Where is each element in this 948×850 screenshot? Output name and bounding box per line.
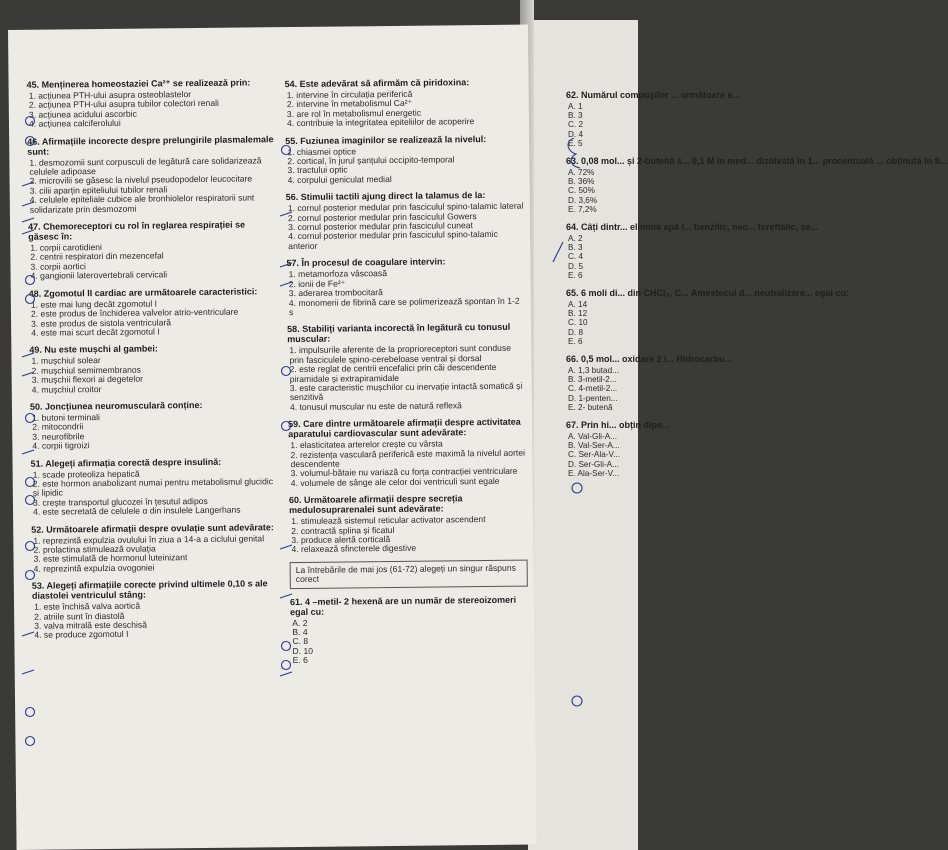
answer-option: 4. celulele epiteliale cubice ale bronhiolelor respiratorii sunt solidarizate prin desmozomi <box>29 192 255 215</box>
answer-option: E. Ala-Ser-V... <box>568 468 620 478</box>
question-block <box>566 222 819 280</box>
question-block <box>288 417 527 489</box>
answer-option: 4. relaxează sfincterele digestive <box>291 543 417 555</box>
question-title: 59. Care dintre următoarele afirmații despre activitatea aparatului cardiovascular sunt adevărate: <box>288 416 521 440</box>
answer-option: 2. contractă splina și ficatul <box>291 524 395 536</box>
answer-option: 1. chiasmei optice <box>287 145 357 157</box>
answer-option: B. 3-metil-2... <box>568 375 617 385</box>
answer-option: A. 1,3 butad... <box>568 366 619 376</box>
question-title: 67. Prin hi... obțin dipe... <box>566 420 670 431</box>
answer-option: 1. intervine în circulația periferică <box>286 88 413 101</box>
answer-option: 4. mușchiul croitor <box>31 383 102 395</box>
question-title: 55. Fuziunea imaginilor se realizează la nivelul: <box>285 133 487 146</box>
question-block <box>285 77 524 129</box>
question-title: 49. Nu este mușchi al gambei: <box>29 343 158 356</box>
answer-option: 2. mușchiul semimembranos <box>31 364 141 376</box>
answer-option: D. 4 <box>568 129 584 139</box>
question-block <box>27 134 278 215</box>
answer-option: 3. acțiunea acidului ascorbic <box>28 108 137 120</box>
answer-option: B. 36% <box>568 177 595 187</box>
answer-option: 1. cornul posterior medular prin fasciculul spino-talamic lateral <box>287 200 524 214</box>
answer-option: C. 4 <box>568 252 584 262</box>
answer-option: D. 1-penten... <box>568 393 618 403</box>
answer-option: 2. este reglat de centrii encefalici prin căi descendente piramidale și extrapiramidale <box>289 362 497 384</box>
question-title: 50. Joncțiunea neuromusculară conține: <box>29 399 203 412</box>
answer-option: 2. este produs de închiderea valvelor atrio-ventriculare <box>30 306 239 319</box>
answer-option: 4. corpii tigroizi <box>32 440 90 451</box>
question-block <box>287 322 526 412</box>
answer-option: 1. este mai lung decât zgomotul I <box>30 298 158 310</box>
column-middle <box>285 77 529 673</box>
answer-option: 3. volumul-bătaie nu variază cu forța contracției ventriculare <box>290 466 518 479</box>
answer-option: 1. reprezintă expulzia ovulului în ziua a 14-a a ciclului genital <box>33 532 265 546</box>
question-title: 65. 6 moli di... din CHCl₃, C... Amestecul d... neutralizare... egal cu: <box>566 288 849 299</box>
answer-option: 1. metamorfoza vâscoasă <box>288 268 388 280</box>
answer-option: A. 2 <box>568 234 583 244</box>
answer-option: C. 10 <box>568 318 588 328</box>
question-title: 52. Următoarele afirmații despre ovulație sunt adevărate: <box>31 521 274 535</box>
answer-option: 3. corpii aortici <box>30 261 86 272</box>
answer-option: 2. este hormon anabolizant numai pentru metabolismul glucidic și lipidic <box>32 476 274 499</box>
answer-option: C. 2 <box>568 120 584 130</box>
answer-option: 2. mitocondrii <box>32 421 84 433</box>
question-61 <box>290 594 529 666</box>
answer-option: 4. se produce zgomotul I <box>34 629 129 641</box>
question-title: 48. Zgomotul II cardiac are următoarele caracteristici: <box>28 286 258 299</box>
answer-option: 4. este secretată de celulele α din insulele Langerhans <box>32 504 241 517</box>
instruction-box: La întrebările de mai jos (61-72) alegeți un singur răspuns corect <box>290 559 528 588</box>
answer-option: 3. cornul posterior medular prin fasciculul cuneat <box>288 220 473 233</box>
answer-option: 3. tractului optic <box>287 164 348 176</box>
answer-option: B. Val-Ser-A... <box>568 441 620 451</box>
answer-option: C. 50% <box>568 186 595 196</box>
question-title: 63. 0,08 mol... și 2-butenă s... 0,1 M în med... dizolvată în 1... procentuală ... obținută în fi... <box>566 156 948 167</box>
question-title: 61. 4 –metil- 2 hexenă are un număr de stereoizomeri egal cu: <box>289 594 517 617</box>
question-title: 51. Alegeți afirmația corectă despre insulină: <box>30 456 222 469</box>
answer-option: 1. stimulează sistemul reticular activator ascendent <box>291 514 486 527</box>
answer-option: 2. centrii respiratori din mezencefal <box>30 250 164 263</box>
answer-option: 2. cornul posterior medular prin fasciculul Gowers <box>287 210 477 223</box>
question-block <box>285 133 524 185</box>
question-block <box>29 286 280 338</box>
question-title: 54. Este adevărat să afirmăm că piridoxina: <box>284 77 470 90</box>
answer-option: 1. desmozomii sunt corpusculi de legătură care solidarizează celulele adipoase <box>29 154 262 177</box>
question-title: 60. Următoarele afirmații despre secreția medulosuprarenalei sunt adevărate: <box>288 493 463 516</box>
answer-option: 3. valva mitrală este deschisă <box>34 619 148 631</box>
answer-option: 3. produce alertă corticală <box>291 534 391 546</box>
answer-option: 2. intervine în metabolismul Ca²⁺ <box>286 98 413 110</box>
answer-option: 4. corpului geniculat medial <box>287 173 392 185</box>
answer-option: 2. ionii de Fe²⁺ <box>288 278 346 289</box>
answer-option: E. 5 <box>568 138 583 148</box>
question-block <box>286 190 525 252</box>
answer-option: A. Val-Gli-A... <box>568 432 617 442</box>
column-right-cropped <box>566 90 948 486</box>
question-title: 53. Alegeți afirmațiile corecte privind ultimele 0,10 s ale diastolei ventriculul stâng: <box>31 578 268 601</box>
question-title: 64. Câți dintr... elimina apă î... benzilic, neo... tereftalic, se... <box>566 222 819 233</box>
question-block <box>31 522 282 574</box>
answer-option: B. 4 <box>292 626 308 638</box>
answer-option: A. 1 <box>568 102 583 111</box>
answer-option: 1. elasticitatea arterelor crește cu vârsta <box>290 438 443 451</box>
answer-option: 2. cortical, în jurul șanțului occipito-temporal <box>287 154 455 167</box>
answer-option: A. 2 <box>292 617 308 628</box>
answer-option: 1. scade proteoliza hepatică <box>32 468 140 480</box>
answer-option: 2. acțiunea PTH-ului asupra tubilor colectori renali <box>28 98 219 111</box>
answer-option: C. 8 <box>292 636 309 647</box>
answer-option: 4. cornul posterior medular prin fasciculul spino-talamic anterior <box>288 229 498 251</box>
answer-option: 4. acțiunea calciferolului <box>28 118 121 130</box>
answer-option: 4. volumele de sânge ale celor doi ventriculi sunt egale <box>290 475 500 488</box>
answer-option: A. 72% <box>568 168 595 178</box>
question-title: 56. Stimulii tactili ajung direct la talamus de la: <box>285 190 486 203</box>
answer-option: B. 12 <box>568 309 588 319</box>
question-title: 47. Chemoreceptori cu rol în reglarea respirației se găsesc în: <box>28 219 246 242</box>
answer-option: 1. mușchiul solear <box>31 355 101 367</box>
answer-option: 1. corpii carotidieni <box>30 242 102 253</box>
answer-option: 4. reprezintă expulzia ovogoniei <box>33 562 155 574</box>
answer-option: 4. este mai scurt decât zgomotul I <box>31 326 160 338</box>
answer-option: D. 10 <box>292 645 314 656</box>
answer-option: E. 7,2% <box>568 204 597 214</box>
answer-option: 1. acțiunea PTH-ului asupra osteoblastelor <box>28 89 192 101</box>
answer-option: 4. contribuie la integritatea epiteliilor de acoperire <box>286 116 475 129</box>
question-block <box>29 342 280 394</box>
answer-option: 3. neurofibrile <box>32 430 85 442</box>
answer-option: 2. microvilii se găsesc la nivelul pseudopodelor leucocitare <box>29 173 253 187</box>
question-title: 66. 0,5 mol... oxidare 2 l... Hidrocarbu... <box>566 354 733 365</box>
answer-option: A. 14 <box>568 300 588 310</box>
question-block <box>286 256 525 318</box>
question-block <box>566 156 948 214</box>
question-title: 45. Menținerea homeostaziei Ca²⁺ se realizează prin: <box>26 77 251 90</box>
column-left <box>27 77 283 647</box>
question-title: 46. Afirmațiile incorecte despre prelungirile plasmalemale sunt: <box>27 133 274 157</box>
answer-option: B. 3 <box>568 111 583 121</box>
exam-sheet <box>8 25 537 850</box>
answer-option: 3. cilii aparțin epiteliului tubilor renali <box>29 184 168 196</box>
answer-option: C. 4-metil-2... <box>568 384 618 394</box>
question-title: 58. Stabiliți varianta incorectă în legătură cu tonusul muscular: <box>287 322 511 345</box>
answer-option: 2. atriile sunt în diastolă <box>34 610 125 622</box>
question-block <box>28 219 279 281</box>
answer-option: 1. este închisă valva aortică <box>33 600 141 612</box>
answer-option: D. Ser-Gli-A... <box>568 459 619 469</box>
answer-option: 4. gangionii laterovertebrali cervicali <box>30 269 168 282</box>
answer-option: D. 8 <box>568 327 584 337</box>
answer-option: C. Ser-Ala-V... <box>568 450 621 460</box>
question-block <box>289 493 528 555</box>
question-block <box>566 90 741 148</box>
question-block <box>566 288 849 346</box>
answer-option: E. 6 <box>568 270 583 280</box>
answer-option: 3. aderarea trombocitară <box>288 287 383 299</box>
answer-option: 2. rezistența vasculară periferică este maximă la nivelul aortei descendente <box>290 447 526 470</box>
answer-option: 1. butoni terminali <box>32 411 100 423</box>
answer-option: E. 2- butenă <box>568 402 613 412</box>
question-block <box>30 456 281 518</box>
answer-option: 2. prolactina stimulează ovulația <box>33 543 156 555</box>
question-block <box>566 420 670 478</box>
answer-option: 3. mușchii flexori ai degetelor <box>31 373 144 385</box>
question-block <box>566 354 733 412</box>
answer-option: 4. monomerii de fibrină care se polimerizează spontan în 1-2 s <box>288 295 520 317</box>
answer-option: 1. impulsurile aferente de la proprioreceptori sunt conduse prin fasciculele spino-cerebeloase ventral și dorsal <box>289 343 512 365</box>
question-block <box>32 578 283 640</box>
answer-option: B. 3 <box>568 243 583 253</box>
answer-option: 3. este produs de sistola ventriculară <box>31 316 172 329</box>
question-block <box>30 399 281 451</box>
answer-option: D. 5 <box>568 261 584 271</box>
answer-option: D. 3,6% <box>568 195 598 205</box>
answer-option: 3. este stimulată de hormonul luteinizant <box>33 552 188 565</box>
answer-option: 3. crește transportul glucozei în țesutul adipos <box>32 495 208 508</box>
question-title: 57. În procesul de coagulare intervin: <box>286 256 446 269</box>
answer-option: 3. are rol în metabolismul energetic <box>286 107 422 119</box>
answer-option: 3. este caracteristic mușchilor cu inervație intactă somatică și senzitivă <box>289 380 523 403</box>
answer-option: 4. tonusul muscular nu este de natură reflexă <box>289 400 462 412</box>
answer-option: E. 6 <box>568 336 583 346</box>
question-block <box>27 77 278 129</box>
answer-option: E. 6 <box>292 655 308 666</box>
question-title: 62. Numărul compușilor ... următoare e... <box>566 90 741 100</box>
